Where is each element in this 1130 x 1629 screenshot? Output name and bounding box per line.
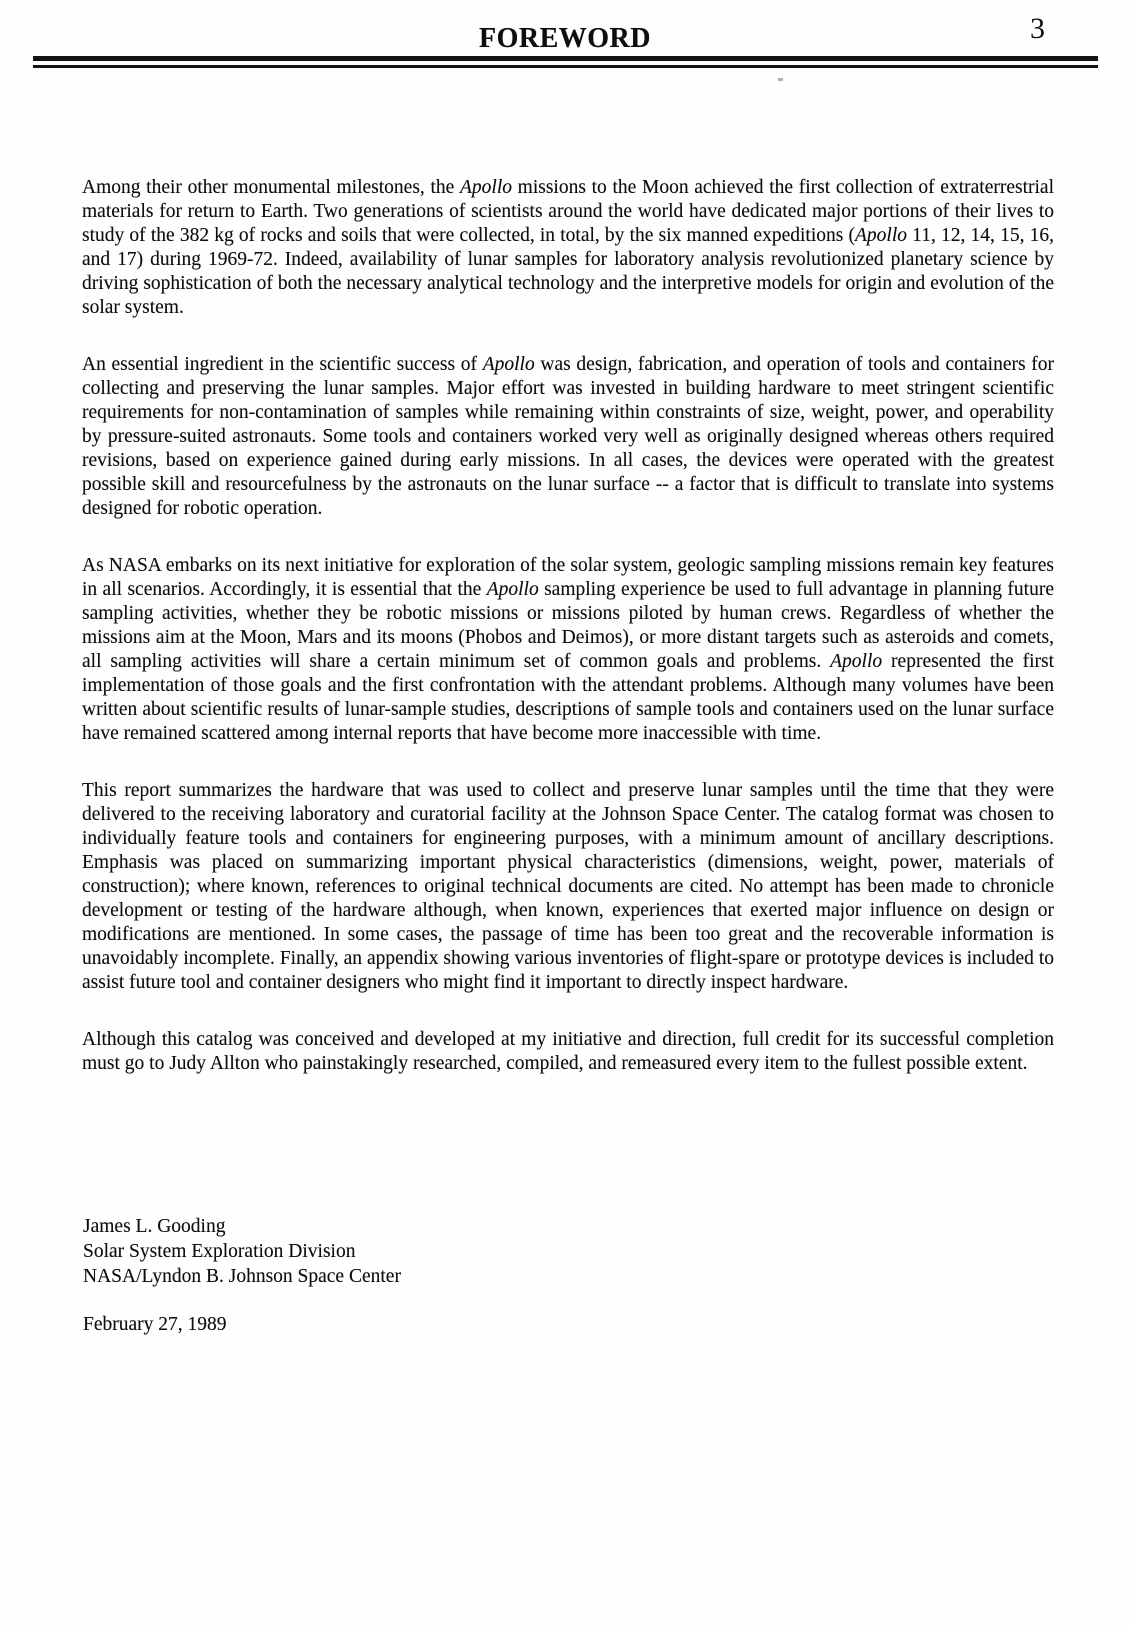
signature-date: February 27, 1989 [83, 1314, 227, 1335]
foreword-paragraph-1: Among their other monumental milestones, the Apollo missions to the Moon achieved the first collection of extraterrestrial materials for return to Earth. Two generations of scientists around the world have dedicated major portions of their lives to study of the 382 kg of rocks and soils that were collected, in total, by the six manned expeditions (Apollo 11, 12, 14, 15, 16, and 17) during 1969-72. Indeed, availability of lunar samples for laboratory analysis revolutionized planetary science by driving sophistication of both the necessary analytical technology and the interpretive models for origin and evolution of the solar system. [82, 177, 1055, 318]
foreword-paragraph-2: An essential ingredient in the scientific success of Apollo was design, fabrication, and operation of tools and containers for collecting and preserving the lunar samples. Major effort was invested in building hardware to meet stringent scientific requirements for non-contamination of samples while remaining within constraints of size, weight, power, and operability by pressure-suited astronauts. Some tools and containers worked very well as originally designed whereas others required revisions, based on experience gained during early missions. In all cases, the devices were operated with the greatest possible skill and resourcefulness by the astronauts on the lunar surface -- a factor that is difficult to translate into systems designed for robotic operation. [82, 354, 1055, 519]
foreword-body [82, 176, 1054, 1109]
foreword-paragraph-4: This report summarizes the hardware that was used to collect and preserve lunar samples until the time that they were delivered to the receiving laboratory and curatorial facility at the Johnson Space Center. The catalog format was chosen to individually feature tools and containers for engineering purposes, with a minimum amount of ancillary descriptions. Emphasis was placed on summarizing important physical characteristics (dimensions, weight, power, materials of construction); where known, references to original technical documents are cited. No attempt has been made to chronicle development or testing of the hardware although, when known, experiences that exerted major influence on design or modifications are mentioned. In some cases, the passage of time has been too great and the recoverable information is unavoidably incomplete. Finally, an appendix showing various inventories of flight-spare or prototype devices is included to assist future tool and container designers who might find it important to directly inspect hardware. [82, 780, 1054, 993]
foreword-paragraph-5: Although this catalog was conceived and developed at my initiative and direction, full credit for its successful completion must go to Judy Allton who painstakingly researched, compiled, and remeasured every item to the fullest possible extent. [82, 1029, 1054, 1074]
signature-block [83, 1214, 401, 1289]
page-title: FOREWORD [479, 23, 651, 54]
header-double-rule [33, 56, 1098, 68]
scan-artifact [778, 78, 783, 81]
page-number: 3 [1030, 12, 1045, 45]
signature-organization: NASA/Lyndon B. Johnson Space Center [83, 1266, 401, 1287]
foreword-paragraph-3: As NASA embarks on its next initiative for exploration of the solar system, geologic sampling missions remain key features in all scenarios. Accordingly, it is essential that the Apollo sampling experience be used to full advantage in planning future sampling activities, whether they be robotic missions or missions piloted by human crews. Regardless of whether the missions aim at the Moon, Mars and its moons (Phobos and Deimos), or more distant targets such as asteroids and comets, all sampling activities will share a certain minimum set of common goals and problems. Apollo represented the first implementation of those goals and the first confrontation with the attendant problems. Although many volumes have been written about scientific results of lunar-sample studies, descriptions of sample tools and containers used on the lunar surface have remained scattered among internal reports that have become more inaccessible with time. [82, 555, 1054, 744]
signature-division: Solar System Exploration Division [83, 1241, 356, 1262]
signature-name: James L. Gooding [83, 1216, 226, 1237]
